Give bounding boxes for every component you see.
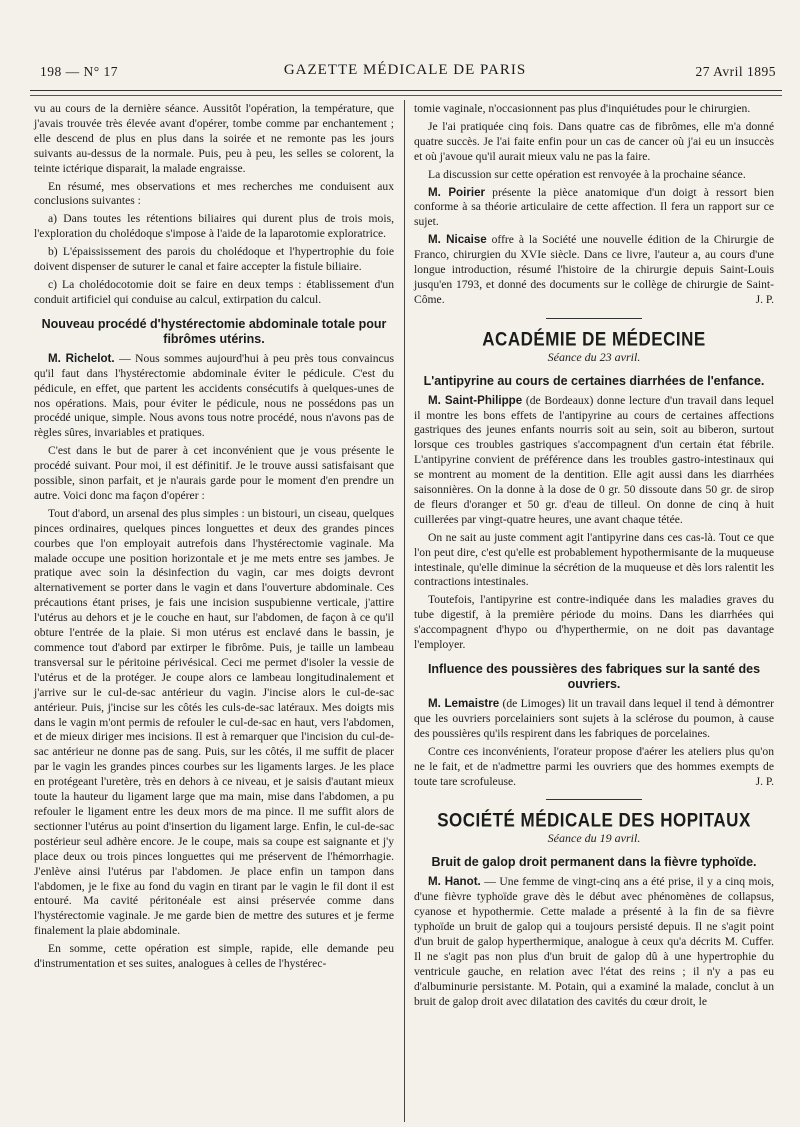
paragraph: En somme, cette opération est simple, rapide, elle demande peu d'instrumentation et ses suites, analogues à celles de l'hystérec-: [34, 942, 394, 971]
conclusion-a: a) Dans toutes les rétentions biliaires qui durent plus de trois mois, l'exploration du cholédoque s'impose à l'aide de la laparotomie exploratrice.: [34, 212, 394, 241]
paragraph: vu au cours de la dernière séance. Aussitôt l'opération, la température, que j'avais trouvée très élevée avant d'opérer, tombe comme par enchantement ; elle descend de plus en plus dans la soirée et ne remonte pas les jours suivants au-dessus de la normale. Puis, peu à peu, les selles se colorent, la teinte ictérique disparait, la malade engraisse.: [34, 102, 394, 175]
paragraph: M. Nicaise offre à la Société une nouvelle édition de la Chirurgie de Franco, chirurgien du XVIe siècle. Dans ce livre, l'auteur a, au cours d'une longue introduction, résumé l'histoire de la chirurgie depuis Saint-Louis jusqu'en 1793, et donné des documents sur le collège de chirurgie de Saint-Côme. J. P.: [414, 233, 774, 306]
section-separator: [546, 799, 642, 800]
section-title: L'antipyrine au cours de certaines diarrhées de l'enfance.: [423, 373, 765, 388]
section-title: Nouveau procédé d'hystérectomie abdominale totale pour fibrômes utérins.: [41, 316, 387, 346]
paragraph: M. Richelot. — Nous sommes aujourd'hui à peu près tous convaincus qu'il faut dans l'hystérectomie abdominale éviter le pédicule. C'est du pédicule, en effet, que partent les accidents consécutifs à quelques-unes de nos opérations. Mais, pour éviter le pédicule, nous ne possédons pas un procédé unique, simple. Nous avons tous notre procédé, nous n'avons pas de règles sûres, invariables et pratiques.: [34, 351, 394, 440]
header-rule: [30, 90, 782, 96]
paragraph: Toutefois, l'antipyrine est contre-indiquée dans les maladies graves du tube digestif, à la première période du moins. Dans les diarrhées qui s'accompagnent d'hypo ou d'hyperthermie, on ne doit pas davantage l'employer.: [414, 593, 774, 652]
conclusion-c: c) La cholédocotomie doit se faire en deux temps : établissement d'un conduit artificiel qui conduise au calcul, extirpation du calcul.: [34, 277, 394, 306]
paragraph: On ne sait au juste comment agit l'antipyrine dans ces cas-là. Tout ce que l'on peut dire, c'est qu'elle est probablement hypothermisante de la muqueuse intestinale, qu'elle diminue la sécrétion de la muqueuse et dès lors ralentit les contractions intestinales.: [414, 530, 774, 589]
conclusion-b: b) L'épaississement des parois du cholédoque et l'hypertrophie du foie doivent dispenser de suturer le canal et faire accepter la fistule biliaire.: [34, 245, 394, 274]
speaker-name: M. Nicaise: [428, 233, 487, 247]
signature: J. P.: [755, 292, 774, 306]
paragraph: La discussion sur cette opération est renvoyée à la prochaine séance.: [428, 167, 746, 181]
paragraph: M. Lemaistre (de Limoges) lit un travail dans lequel il tend à démontrer que les ouvriers porcelainiers sont sujets à la sclérose du poumon, à cause des poussières qu'ils respirent dans les fabriques de porcelaines.: [414, 697, 774, 740]
section-separator: [546, 318, 642, 319]
paragraph: Je l'ai pratiquée cinq fois. Dans quatre cas de fibrômes, elle m'a donné quatre succès. Je l'ai faite enfin pour un cas de cancer où j'ai eu un insuccès et où j'avoue qu'il aurait mieux valu ne pas la faire.: [414, 119, 774, 163]
right-column: [414, 102, 774, 1012]
paragraph: tomie vaginale, n'occasionnent pas plus d'inquiétudes pour le chirurgien.: [414, 102, 751, 115]
speaker-name: M. Poirier: [428, 185, 486, 199]
section-title: Bruit de galop droit permanent dans la fièvre typhoïde.: [431, 855, 757, 870]
paragraph: M. Hanot. — Une femme de vingt-cinq ans a été prise, il y a cinq mois, d'une fièvre typhoïde grave dès le début avec phénomènes de collapsus, cyanose et hypothermie. Cette malade a présenté à la fin de sa fièvre typhoïde un bruit de galop qui a toujours persisté depuis. Il ne s'agit point d'un bruit de galop hyperthermique, analogue à ceux qu'a décrits M. Cuffer. Il ne s'agit pas non plus d'un bruit de galop dû à une hypertrophie du ventricule gauche, en relation avec l'état des reins ; il n'y a pas eu d'albuminurie persistante. M. Potain, qui a examiné la malade, conclut à un bruit de galop droit avec dilatation des cavités du cœur droit, le: [414, 875, 774, 1008]
paragraph: M. Poirier présente la pièce anatomique d'un doigt à ressort bien conforme à sa théorie articulaire de cette affection. Il fera un rapport sur ce sujet.: [414, 185, 774, 229]
section-title: Influence des poussières des fabriques sur la santé des ouvriers.: [427, 662, 761, 691]
speaker-name: M. Richelot.: [48, 351, 115, 365]
section-heading: SOCIÉTÉ MÉDICALE DES HOPITAUX: [437, 809, 751, 832]
speaker-name: M. Hanot.: [428, 875, 481, 889]
paragraph: Contre ces inconvénients, l'orateur propose d'aérer les ateliers plus qu'on ne le fait, et de n'admettre parmi les ouvriers que des hommes exempts de toute tare scrofuleuse. J. P.: [414, 744, 774, 788]
session-date: Séance du 19 avril.: [547, 831, 641, 846]
signature: J. P.: [755, 774, 774, 788]
left-column: [34, 102, 394, 975]
paragraph: En résumé, mes observations et mes recherches me conduisent aux conclusions suivantes :: [34, 179, 394, 208]
speaker-name: M. Saint-Philippe: [428, 393, 523, 407]
section-heading: ACADÉMIE DE MÉDECINE: [482, 328, 706, 351]
paragraph: M. Saint-Philippe (de Bordeaux) donne lecture d'un travail dans lequel il montre les bons effets de l'antipyrine au cours de certaines affections gastriques des jeunes enfants nourris soit au sein, soit au biberon, surtout lorsque ces troubles gastriques s'accompagnent d'un certain état fébrile. L'antipyrine convient de préférence dans les troubles gastro-intestinaux qui se montrent au moment de la dentition. Elle agit aussi dans les diarrhées saisonnières. On la donne à la dose de 0 gr. 50 dissoute dans 50 gr. de sirop de fleurs d'oranger et 50 gr. d'eau de tilleul. On donne de cinq à huit cuillerées par vingt-quatre heures, une avant chaque tétée.: [414, 393, 774, 526]
column-divider: [404, 100, 405, 1122]
session-date: Séance du 23 avril.: [547, 349, 641, 364]
speaker-name: M. Lemaistre: [428, 697, 500, 710]
journal-title: GAZETTE MÉDICALE DE PARIS: [283, 62, 527, 78]
issue-date: 27 Avril 1895: [695, 64, 776, 79]
paragraph: Tout d'abord, un arsenal des plus simples : un bistouri, un ciseau, quelques pinces ordinaires, quelques pinces longuettes et deux des grandes pinces courbes que l'on employait autrefois dans l'hystérectomie vaginale. Ma malade occupe une position horizontale et je me mets entre ses jambes. Je pratique avec soin la désinfection du vagin, car mes doigts devront alternativement se porter dans le vagin et dans l'ouverture abdominale. Ces précautions étant prises, je fais une incision suspubienne verticale, j'attire l'utérus au dehors et je le couche en haut, sur l'abdomen, de façon à ce qu'il obture l'entrée de la plaie. Si mon utérus est enclavé dans le bassin, je commence tout d'abord par extirper le fibrôme. Puis, je taille un lambeau transversal sur le péritoine périvésical. Ceci me permet d'isoler la vessie de l'utérus et de la protéger. Je coupe alors ce lambeau longitudinalement et j'arrive sur le cul-de-sac antérieur du vagin. J'incise alors le cul-de-sac antérieur. Puis, j'incise sur les côtés les culs-de-sac latéraux. Mes doigts mis dans le vagin m'ont permis de refouler le cul-de-sac en haut, vers l'abdomen, et de mieux diriger mes incisions. Il est à remarquer que l'incision du cul-de-sac antérieur ne donne pas de sang. Puis, sur les côtés, il me suffit de placer par le vagin les grandes pinces courbes sur les ligaments larges. Je les place en protégeant l'uretère, très en dehors à ce niveau, et je saisis d'autant mieux toute la hauteur du ligament large que ma main, mise dans l'abdomen, a pu refouler le ligament entre les deux mors de ma pince. Il me suffit alors de sectionner l'utérus au point d'insertion du ligament large. Enfin, le cul-de-sac postérieur seul adhère encore. Je le coupe, mais sa coupe est saignante et j'y place deux ou trois pinces longuettes qui me préservent de l'hémorrhagie. J'enlève ainsi l'utérus par l'abdomen. Je place enfin un tampon dans l'abdomen, je le fixe au fond du vagin en tirant par le vagin le fil dont il est entouré. Ma cavité péritonéale est ainsi préservée comme dans l'hystérectomie vaginale. Je me garde bien de mettre des sutures et je ferme finalement la plaie abdominale.: [34, 506, 394, 938]
page-number: 198 — N° 17: [40, 64, 119, 79]
paragraph: C'est dans le but de parer à cet inconvénient que je vous présente le procédé suivant. Pour moi, il est définitif. Je le trouve aussi satisfaisant que possible, sinon parfait, et je n'aurais garde pour le moment d'en prendre un autre. Voici donc ma façon d'opérer :: [34, 444, 394, 502]
page-header: [30, 62, 780, 84]
